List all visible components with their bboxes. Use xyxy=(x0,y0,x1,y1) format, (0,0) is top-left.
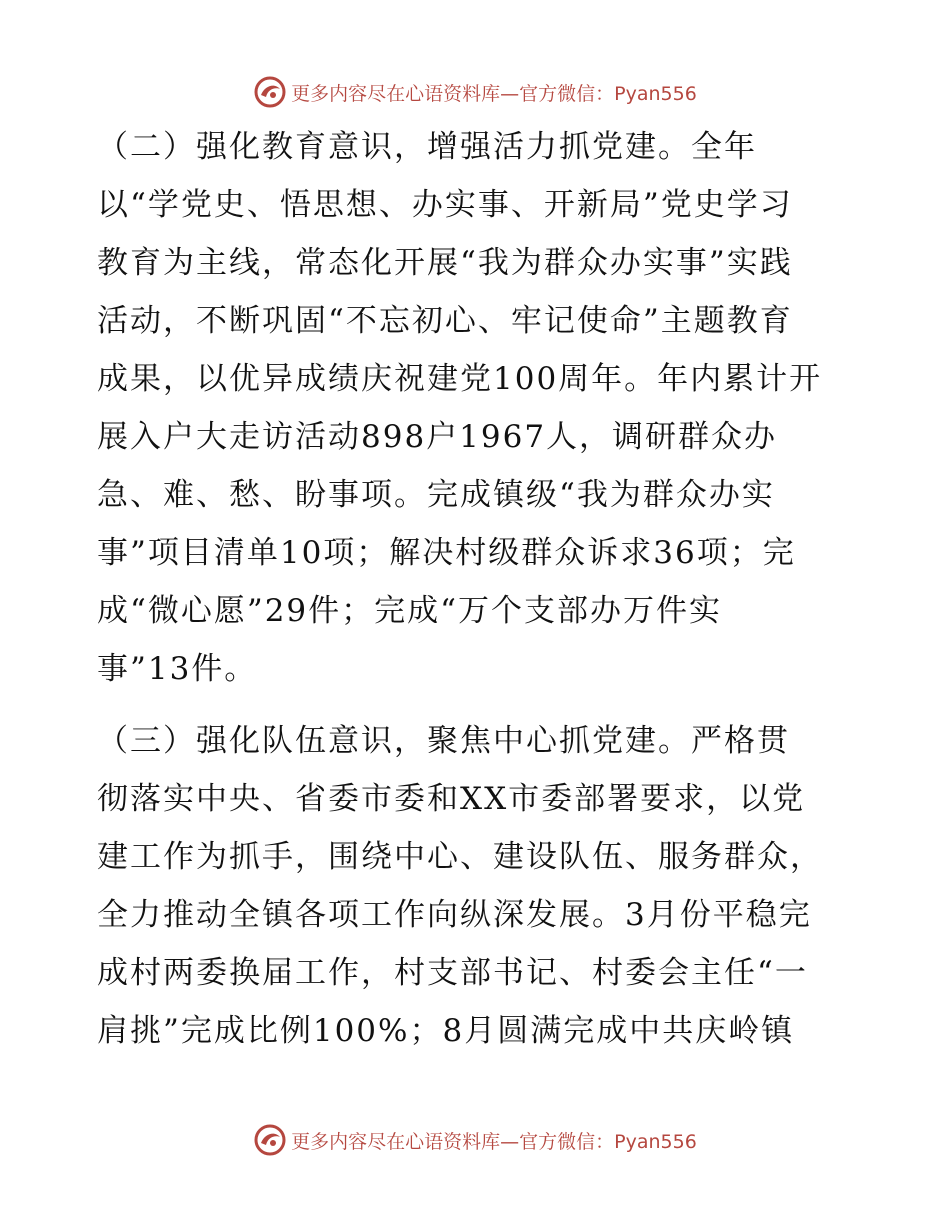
text-line: 成果，以优异成绩庆祝建党100周年。年内累计开 xyxy=(97,361,823,397)
text-line: 事”项目清单10项；解决村级群众诉求36项；完 xyxy=(97,535,796,571)
paragraph-spacer xyxy=(97,698,857,712)
text-line: 活动，不断巩固“不忘初心、牢记使命”主题教育 xyxy=(97,303,793,339)
watermark-text: 更多内容尽在心语资料库—官方微信：Pyan556 xyxy=(291,82,697,105)
text-line: 建工作为抓手，围绕中心、建设队伍、服务群众， xyxy=(97,839,823,875)
text-line: 成村两委换届工作，村支部书记、村委会主任“一 xyxy=(97,955,808,991)
text-line: 事”13件。 xyxy=(97,651,258,687)
text-line: 彻落实中央、省委市委和XX市委部署要求，以党 xyxy=(97,781,806,817)
header-watermark xyxy=(0,72,950,112)
paragraph-3 xyxy=(97,712,857,1060)
paragraph-2 xyxy=(97,118,857,698)
text-line: （二）强化教育意识，增强活力抓党建。全年 xyxy=(97,129,757,165)
text-line: 肩挑”完成比例100%；8月圆满完成中共庆岭镇 xyxy=(97,1013,795,1049)
red-swirl-logo-icon xyxy=(253,1123,287,1157)
text-line: 展入户大走访活动898户1967人，调研群众办 xyxy=(97,419,778,455)
footer-watermark xyxy=(0,1120,950,1160)
red-swirl-logo-icon xyxy=(253,75,287,109)
text-line: 成“微心愿”29件；完成“万个支部办万件实 xyxy=(97,593,722,629)
text-line: （三）强化队伍意识，聚焦中心抓党建。严格贯 xyxy=(97,723,790,759)
text-line: 全力推动全镇各项工作向纵深发展。3月份平稳完 xyxy=(97,897,812,933)
text-line: 以“学党史、悟思想、办实事、开新局”党史学习 xyxy=(97,187,793,223)
text-line: 教育为主线，常态化开展“我为群众办实事”实践 xyxy=(97,245,793,281)
text-line: 急、难、愁、盼事项。完成镇级“我为群众办实 xyxy=(97,477,775,513)
document-body xyxy=(97,118,857,1060)
watermark-text: 更多内容尽在心语资料库—官方微信：Pyan556 xyxy=(291,1130,697,1153)
